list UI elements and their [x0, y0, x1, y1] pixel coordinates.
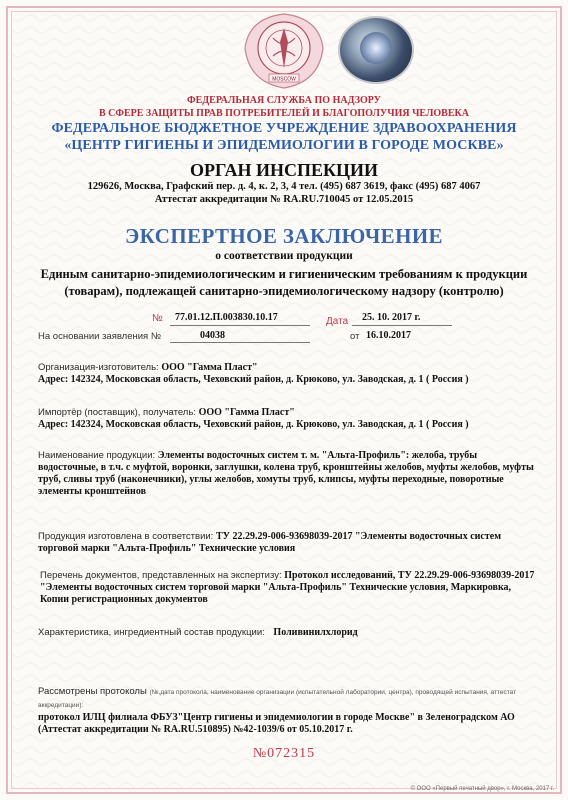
emblem-label: MOSCOW — [272, 76, 296, 83]
importer-address: Адрес: 142324, Московская область, Чеховский район, д. Крюково, ул. Заводская, д. 1 ( Россия ) — [38, 419, 469, 430]
composition-value: Поливинилхлорид — [273, 627, 358, 638]
serial-number: №072315 — [252, 746, 316, 761]
manufacturer-name: ООО "Гамма Пласт" — [161, 362, 258, 373]
composition-block — [38, 627, 534, 639]
basis-label: На основании заявления № — [38, 331, 162, 342]
document-date: 25. 10. 2017 г. — [362, 312, 421, 323]
product-label: Наименование продукции: — [38, 450, 156, 461]
hologram-globe-icon — [360, 32, 392, 64]
manufacturer-label: Организация-изготовитель: — [38, 362, 159, 373]
composition-label: Характеристика, ингредиентный состав продукции: — [38, 627, 265, 638]
subtitle-2: Единым санитарно-эпидемиологическим и гигиеническим требованиям к продукции — [40, 267, 528, 281]
protocols-hint: (№,дата протокола, наименование организации (испытательной лаборатории, центра), проводящей испытания, аттестат аккредитации): — [38, 689, 517, 709]
from-date: 16.10.2017 — [366, 330, 411, 341]
org-line-1: ФЕДЕРАЛЬНОЕ БЮДЖЕТНОЕ УЧРЕЖДЕНИЕ ЗДРАВООХРАНЕНИЯ — [51, 121, 517, 136]
documents-block — [40, 570, 536, 606]
documents-label: Перечень документов, представленных на экспертизу: — [40, 570, 282, 581]
manufacturer-address: Адрес: 142324, Московская область, Чеховский район, д. Крюково, ул. Заводская, д. 1 ( Россия ) — [38, 374, 469, 385]
document-number: 77.01.12.П.003830.10.17 — [175, 312, 278, 323]
hologram-sticker — [340, 18, 412, 82]
product-text: Элементы водосточных систем т. м. "Альта-Профиль": желоба, трубы водосточные, в т.ч. с муфтой, воронки, заглушки, колена труб, кронштейны желобов, муфты желобов, муфты труб, сливы труб (наконечники), углы желобов, хомуты труб, клипсы, муфты переходные, поворотные элементы кронштейнов — [38, 450, 534, 497]
number-label: № — [152, 313, 163, 324]
documents-text: Протокол исследований, ТУ 22.29.29-006-93698039-2017 "Элементы водосточных систем торговой марки "Альта-Профиль" Технические условия, Маркировка, Копии регистрационных документов — [40, 570, 535, 605]
header-address: 129626, Москва, Графский пер. д. 4, к. 2, 3, 4 тел. (495) 687 3619, факс (495) 687 4067 — [87, 181, 481, 192]
manufacturer-block — [38, 362, 534, 386]
protocols-block — [38, 686, 534, 736]
date-label: Дата — [326, 316, 349, 327]
basis-underline — [170, 342, 310, 343]
importer-name: ООО "Гамма Пласт" — [198, 407, 295, 418]
header-accreditation: Аттестат аккредитации № RA.RU.710045 от 12.05.2015 — [154, 194, 414, 205]
subtitle-1: о соответствии продукции — [215, 250, 353, 262]
number-underline — [170, 325, 310, 326]
service-line-2: В СФЕРЕ ЗАЩИТЫ ПРАВ ПОТРЕБИТЕЛЕЙ И БЛАГОПОЛУЧИЯ ЧЕЛОВЕКА — [99, 108, 469, 119]
importer-block — [38, 407, 534, 431]
made-per-label: Продукция изготовлена в соответствии: — [38, 531, 214, 542]
service-line-1: ФЕДЕРАЛЬНАЯ СЛУЖБА ПО НАДЗОРУ — [187, 95, 381, 106]
protocols-label: Рассмотрены протоколы — [38, 686, 147, 697]
subtitle-3: (товарам), подлежащей санитарно-эпидемиологическому надзору (контролю) — [64, 284, 504, 298]
date-underline — [352, 325, 452, 326]
basis-number: 04038 — [200, 330, 225, 341]
importer-label: Импортёр (поставщик), получатель: — [38, 407, 196, 418]
emblem-seal — [235, 8, 333, 92]
made-per-text: ТУ 22.29.29-006-93698039-2017 "Элементы водосточных систем торговой марки "Альта-Профиль" Технические условия — [38, 531, 502, 554]
organ-title: ОРГАН ИНСПЕКЦИИ — [189, 160, 379, 180]
printer-credit: © ООО «Первый печатный двор», г. Москва, 2017 г. — [410, 786, 554, 792]
document-title: ЭКСПЕРТНОЕ ЗАКЛЮЧЕНИЕ — [125, 224, 443, 248]
org-line-2: «ЦЕНТР ГИГИЕНЫ И ЭПИДЕМИОЛОГИИ В ГОРОДЕ МОСКВЕ» — [64, 138, 504, 153]
product-block — [38, 450, 534, 498]
made-per-block — [38, 531, 534, 555]
from-label: от — [350, 331, 360, 342]
protocols-text: протокол ИЛЦ филиала ФБУЗ"Центр гигиены и эпидемиологии в городе Москве" в Зеленоградском АО (Аттестат аккредитации № RA.RU.510895) №42-1039/6 от 05.10.2017 г. — [38, 712, 515, 735]
